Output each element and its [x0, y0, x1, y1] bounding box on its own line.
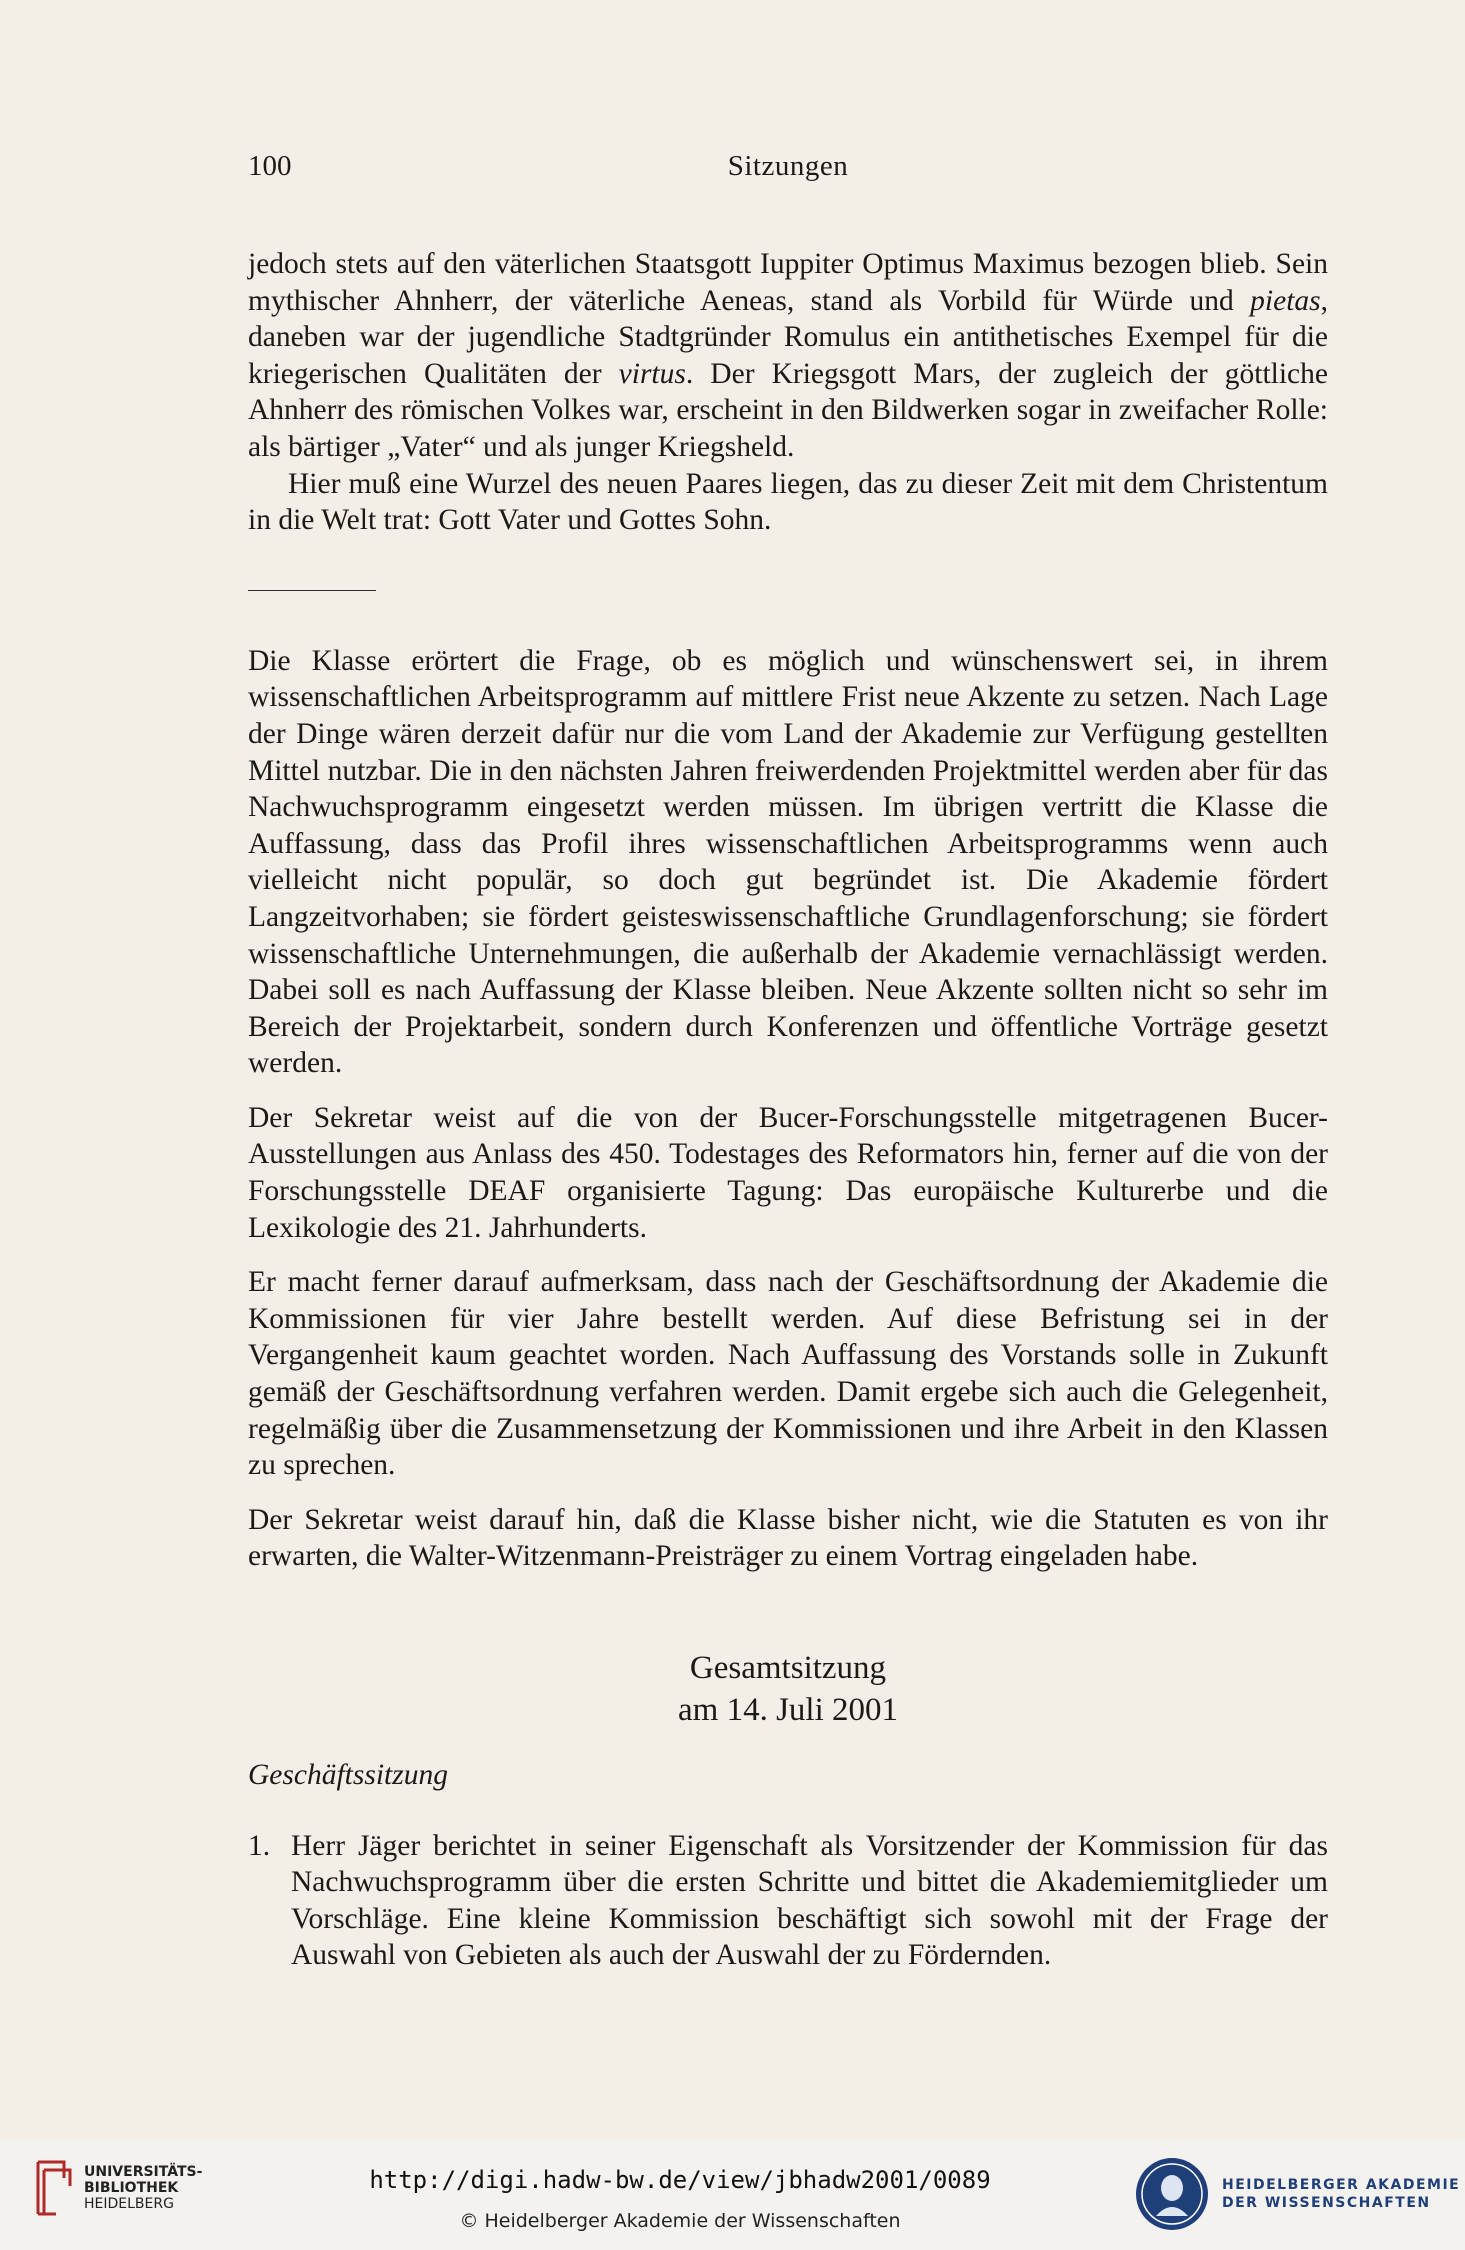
paragraph: Der Sekretar weist auf die von der Bucer-Forschungsstelle mitgetragenen Bucer-Ausstellungen aus Anlass des 450. Todestages des Reformators hin, ferner auf die von der Forschungsstelle DEAF organisierte Tagung: Das europäische Kulturerbe und die Lexikologie des 21. Jahrhunderts.	[248, 1101, 1328, 1244]
library-logo-icon	[34, 2156, 78, 2220]
library-name: UNIVERSITÄTS- BIBLIOTHEK HEIDELBERG	[84, 2164, 203, 2212]
academy-name: HEIDELBERGER AKADEMIE DER WISSENSCHAFTEN	[1222, 2177, 1461, 2211]
running-title: Sitzungen	[727, 150, 849, 182]
section-heading	[248, 1647, 1328, 1731]
list-text: Herr Jäger berichtet in seiner Eigenschaft als Vorsitzender der Kommission für das Nachwuchsprogramm über die ersten Schritte und bittet die Akademiemitglieder um Vorschläge. Eine kleine Kommission beschäftigt sich sowohl mit der Frage der Auswahl von Gebieten als auch der Auswahl der zu Fördernden.	[291, 1829, 1328, 1972]
section-title: Gesamtsitzung	[689, 1650, 887, 1686]
paragraph: Die Klasse erörtert die Frage, ob es möglich und wünschenswert sei, in ihrem wissenschaftlichen Arbeitsprogramm auf mittlere Frist neue Akzente zu setzen. Nach Lage der Dinge wären derzeit dafür nur die vom Land der Akademie zur Verfügung gestellten Mittel nutzbar. Die in den nächsten Jahren freiwerdenden Projektmittel werden aber für das Nachwuchsprogramm eingesetzt werden müssen. Im übrigen vertritt die Klasse die Auffassung, dass das Profil ihres wissenschaftlichen Arbeitsprogramms wenn auch vielleicht nicht populär, so doch gut begründet ist. Die Akademie fördert Langzeitvorhaben; sie fördert geisteswissenschaftliche Grundlagenforschung; sie fördert wissenschaftliche Unternehmungen, die außerhalb der Akademie vernachlässigt werden. Dabei soll es nach Auffassung der Klasse bleiben. Neue Akzente sollten nicht so sehr im Bereich der Projektarbeit, sondern durch Konferenzen und öffentliche Vorträge gesetzt werden.	[248, 644, 1328, 1080]
list-item	[248, 1828, 1328, 1974]
copyright-notice: © Heidelberger Akademie der Wissenschaften	[459, 2210, 901, 2232]
page-number: 100	[248, 150, 292, 182]
permalink-url[interactable]: http://digi.hadw-bw.de/view/jbhadw2001/0089	[369, 2166, 991, 2194]
section-divider	[248, 590, 376, 591]
footer-bar	[0, 2140, 1465, 2250]
paragraph: jedoch stets auf den väterlichen Staatsgott Iuppiter Optimus Maximus bezogen blieb. Sein mythischer Ahnherr, der väterliche Aeneas, stand als Vorbild für Würde und pietas, daneben war der jugendliche Stadtgründer Romulus ein antithetisches Exempel für die kriegerischen Qualitäten der virtus. Der Kriegsgott Mars, der zugleich der göttliche Ahnherr des römischen Volkes war, erscheint in den Bildwerken sogar in zweifacher Rolle: als bärtiger „Vater“ und als junger Kriegsheld.	[248, 248, 1328, 463]
academy-seal-icon	[1132, 2154, 1212, 2234]
paragraph: Der Sekretar weist darauf hin, daß die Klasse bisher nicht, wie die Statuten es von ihr erwarten, die Walter-Witzenmann-Preisträger zu einem Vortrag eingeladen habe.	[248, 1503, 1328, 1573]
paragraph: Hier muß eine Wurzel des neuen Paares liegen, das zu dieser Zeit mit dem Christentum in die Welt trat: Gott Vater und Gottes Sohn.	[248, 467, 1328, 537]
body-text	[248, 246, 1328, 1974]
list-number: 1.	[248, 1829, 271, 1862]
section-date: am 14. Juli 2001	[678, 1692, 898, 1728]
running-head	[248, 150, 1328, 194]
section-subtitle: Geschäftssitzung	[248, 1759, 448, 1791]
paragraph: Er macht ferner darauf aufmerksam, dass nach der Geschäftsordnung der Akademie die Kommissionen für vier Jahre bestellt werden. Auf diese Befristung sei in der Vergangenheit kaum geachtet worden. Nach Auffassung des Vorstands solle in Zukunft gemäß der Geschäftsordnung verfahren werden. Damit ergebe sich auch die Gelegenheit, regelmäßig über die Zusammensetzung der Kommissionen und ihre Arbeit in den Klassen zu sprechen.	[248, 1266, 1328, 1482]
